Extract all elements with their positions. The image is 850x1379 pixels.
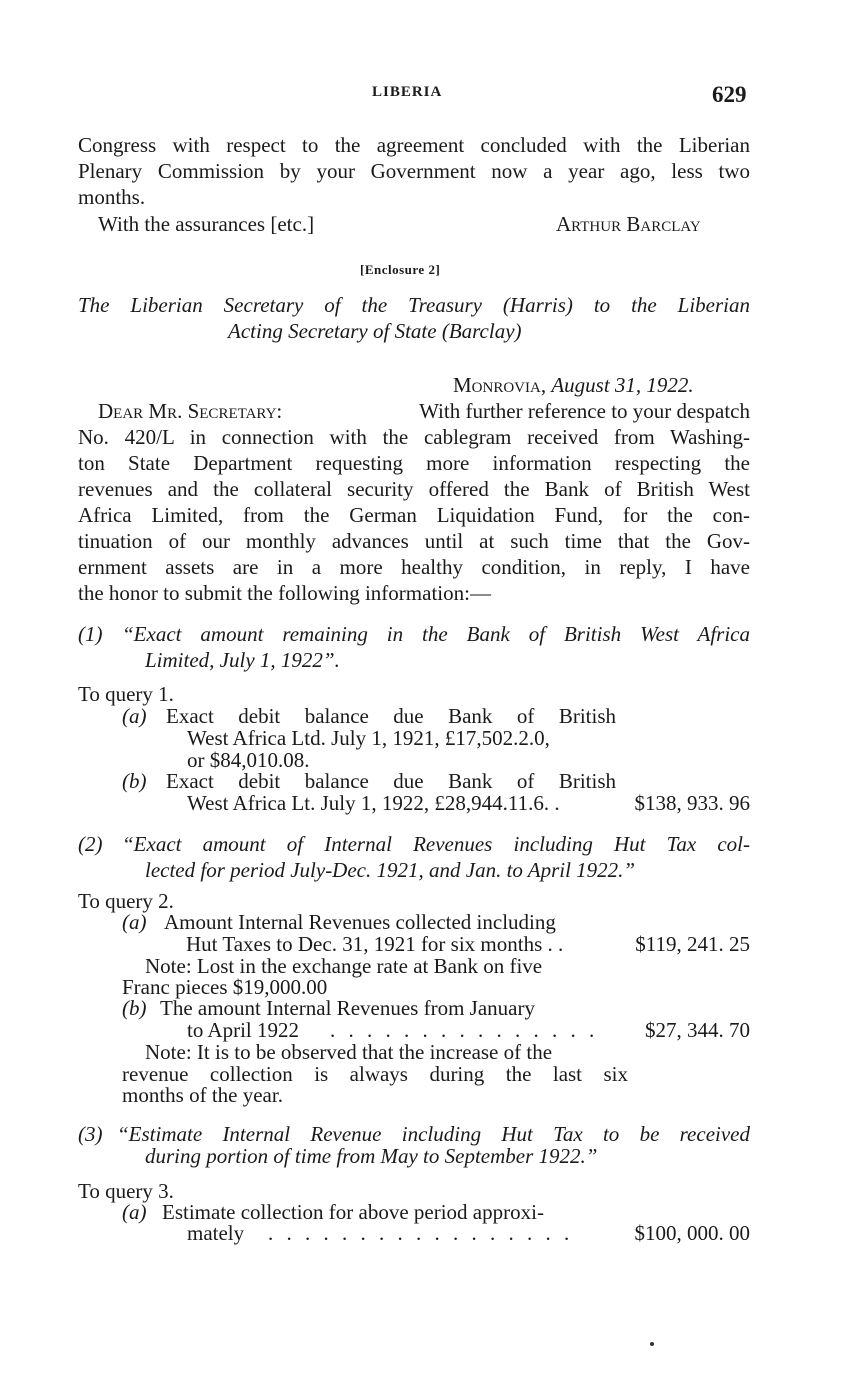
enclosure-title-line-1: The Liberian Secretary of the Treasury (Harris) to the Liberian [78,293,750,317]
letter-line-3: ton State Department requesting more information respecting the [78,451,750,475]
query-1-number: (1) [78,622,103,646]
enclosure-title-line-2: Acting Secretary of State (Barclay) [228,319,522,343]
query-1-item-a-line-1: Exact debit balance due Bank of British [166,704,616,728]
query-2-note-1-line-2: Franc pieces $19,000.00 [122,975,328,999]
query-3-item-a-line-2: mately [187,1221,245,1245]
scan-speck [650,1342,654,1346]
query-1-item-b-label: (b) [122,769,147,793]
running-header: LIBERIA [372,84,443,100]
query-2-item-b-line-2: to April 1922 [187,1018,300,1042]
query-2-item-a-amount: $119, 241. 25 [635,932,750,956]
query-2-item-b-amount: $27, 344. 70 [645,1018,750,1042]
intro-line-1: Congress with respect to the agreement concluded with the Liberian [78,133,750,157]
query-1-item-b-line-2: West Africa Lt. July 1, 1922, £28,944.11.6. . [187,791,560,815]
query-3-item-a-leader-dots: . . . . . . . . . . . . . . . . . [268,1221,574,1245]
letter-line-1: With further reference to your despatch [419,399,750,423]
query-2-note-2-line-3: months of the year. [122,1083,283,1107]
letter-line-8: the honor to submit the following information:— [78,581,491,605]
query-2-item-b-leader-dots: . . . . . . . . . . . . . . . [330,1018,599,1042]
query-3-question-line-2: during portion of time from May to September 1922.” [145,1144,598,1168]
letter-line-5: Africa Limited, from the German Liquidation Fund, for the con- [78,503,750,527]
letter-place: Monrovia, [453,373,547,397]
enclosure-label: [Enclosure 2] [360,262,441,277]
page-number: 629 [712,82,747,107]
query-2-answer-heading: To query 2. [78,889,174,913]
letter-line-2: No. 420/L in connection with the cablegram received from Washing- [78,425,750,449]
query-3-number: (3) [78,1122,103,1146]
letter-line-6: tinuation of our monthly advances until at such time that the Gov- [78,529,750,553]
query-2-question-line-2: lected for period July-Dec. 1921, and Jan. to April 1922.” [145,858,636,882]
query-1-item-a-line-2: West Africa Ltd. July 1, 1921, £17,502.2.0, [187,726,550,750]
query-3-item-a-label: (a) [122,1200,147,1224]
query-2-note-2-line-2: revenue collection is always during the last six [122,1062,628,1086]
query-2-item-a-line-1: Amount Internal Revenues collected including [164,910,556,934]
query-1-item-b-line-1: Exact debit balance due Bank of British [166,769,616,793]
intro-line-3: months. [78,185,146,209]
query-2-item-a-label: (a) [122,910,147,934]
query-3-item-a-line-1: Estimate collection for above period approxi- [162,1200,544,1224]
query-1-item-b-amount: $138, 933. 96 [634,791,750,815]
query-2-question-line-1: “Exact amount of Internal Revenues including Hut Tax col- [122,832,750,856]
query-3-answer-heading: To query 3. [78,1179,174,1203]
query-1-answer-heading: To query 1. [78,682,174,706]
query-1-item-a-label: (a) [122,704,147,728]
letter-date: August 31, 1922. [551,373,694,397]
query-2-note-2-line-1: Note: It is to be observed that the increase of the [145,1040,553,1064]
query-2-number: (2) [78,832,103,856]
letter-line-4: revenues and the collateral security offered the Bank of British West [78,477,750,501]
query-2-item-b-label: (b) [122,996,147,1020]
intro-line-2: Plenary Commission by your Government now a year ago, less two [78,159,750,183]
query-3-question-line-1: “Estimate Internal Revenue including Hut Tax to be received [117,1122,750,1146]
query-1-item-a-line-3: or $84,010.08. [187,748,310,772]
query-2-item-a-line-2: Hut Taxes to Dec. 31, 1921 for six months . . [186,932,564,956]
salutation: Dear Mr. Secretary: [98,399,283,423]
closing-phrase: With the assurances [etc.] [98,212,315,236]
query-1-question-line-1: “Exact amount remaining in the Bank of British West Africa [122,622,750,646]
query-2-note-1-line-1: Note: Lost in the exchange rate at Bank on five [145,954,543,978]
query-2-item-b-line-1: The amount Internal Revenues from January [160,996,535,1020]
signature: Arthur Barclay [556,212,701,236]
query-1-question-line-2: Limited, July 1, 1922”. [145,648,340,672]
letter-line-7: ernment assets are in a more healthy condition, in reply, I have [78,555,750,579]
query-3-item-a-amount: $100, 000. 00 [634,1221,750,1245]
